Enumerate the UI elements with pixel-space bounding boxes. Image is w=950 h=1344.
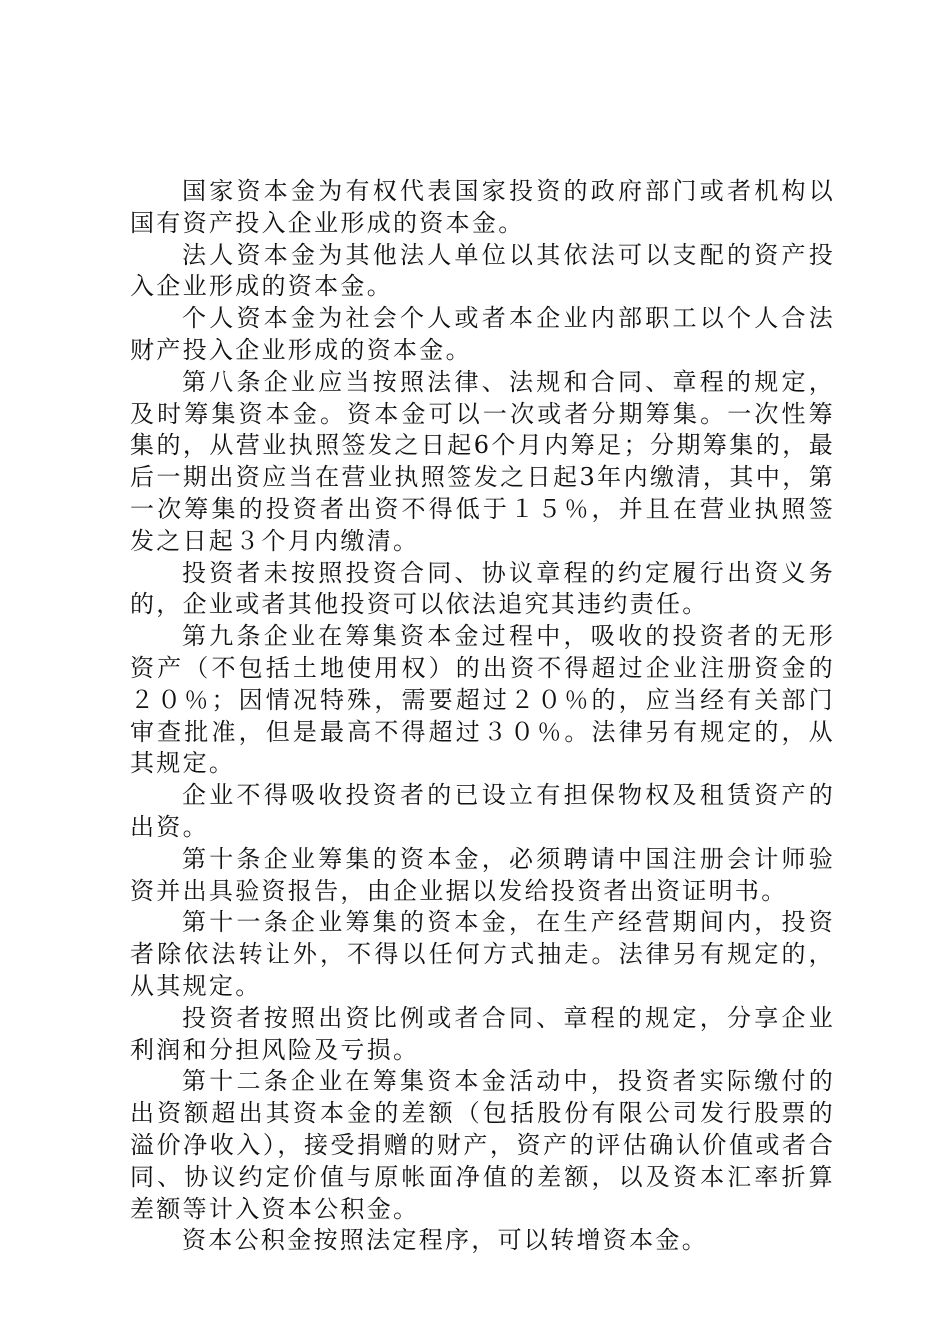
paragraph-legal-person-capital: 法人资本金为其他法人单位以其依法可以支配的资产投入企业形成的资本金。 [130,240,835,301]
paragraph-individual-capital: 个人资本金为社会个人或者本企业内部职工以个人合法财产投入企业形成的资本金。 [130,304,835,364]
paragraph-article-9: 第九条企业在筹集资本金过程中，吸收的投资者的无形资产（不包括土地使用权）的出资不得超过企业注册资金的２０％；因情况特殊，需要超过２０％的，应当经有关部门审查批准，但是最高不得超过３０％。法律另有规定的，从其规定。 [130,622,835,778]
paragraph-article-11: 第十一条企业筹集的资本金，在生产经营期间内，投资者除依法转让外，不得以任何方式抽走。法律另有规定的，从其规定。 [130,908,835,1000]
paragraph-article-8: 第八条企业应当按照法律、法规和合同、章程的规定，及时筹集资本金。资本金可以一次或者分期筹集。一次性筹集的，从营业执照签发之日起6个月内筹足；分期筹集的，最后一期出资应当在营业执照签发之日起3年内缴清，其中，第一次筹集的投资者出资不得低于１５％，并且在营业执照签发之日起３个月内缴清。 [130,367,835,555]
paragraph-profit-sharing: 投资者按照出资比例或者合同、章程的规定，分享企业利润和分担风险及亏损。 [130,1003,835,1064]
paragraph-state-capital: 国家资本金为有权代表国家投资的政府部门或者机构以国有资产投入企业形成的资本金。 [130,177,835,237]
paragraph-investor-default: 投资者未按照投资合同、协议章程的约定履行出资义务的，企业或者其他投资可以依法追究其违约责任。 [130,558,835,619]
paragraph-article-12: 第十二条企业在筹集资本金活动中，投资者实际缴付的出资额超出其资本金的差额（包括股份有限公司发行股票的溢价净收入），接受捐赠的财产，资产的评估确认价值或者合同、协议约定价值与原帐面净值的差额，以及资本汇率折算差额等计入资本公积金。 [130,1067,835,1223]
paragraph-capital-reserve: 资本公积金按照法定程序，可以转增资本金。 [182,1226,708,1255]
paragraph-no-encumbered-assets: 企业不得吸收投资者的已设立有担保物权及租赁资产的出资。 [130,781,835,841]
document-body [130,176,835,1257]
paragraph-article-10: 第十条企业筹集的资本金，必须聘请中国注册会计师验资并出具验资报告，由企业据以发给投资者出资证明书。 [130,844,835,905]
